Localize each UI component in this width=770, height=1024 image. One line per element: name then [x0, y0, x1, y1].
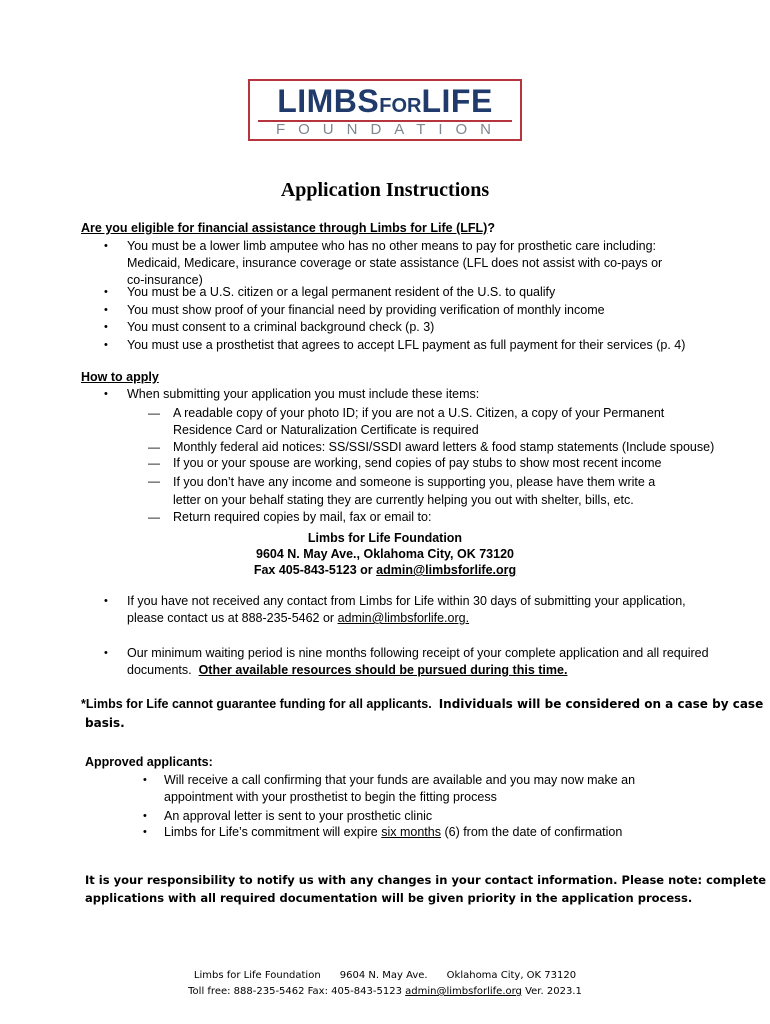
- eligibility-item-4: You must consent to a criminal background check (p. 3): [127, 320, 435, 334]
- dash-marker: —: [148, 440, 160, 454]
- eligibility-heading: Are you eligible for financial assistance through Limbs for Life (LFL)?: [81, 221, 495, 235]
- logo-limbs: LIMBS: [277, 83, 380, 119]
- bullet: •: [104, 388, 108, 400]
- bullet: •: [104, 595, 108, 607]
- how-to-apply-heading: How to apply: [81, 370, 159, 384]
- logo-foundation: FOUNDATION: [275, 121, 505, 138]
- approved-item-2: An approval letter is sent to your prosthetic clinic: [164, 809, 433, 823]
- address-name: Limbs for Life Foundation: [307, 531, 463, 545]
- apply-item-4: If you don’t have any income and someone is supporting you, please have them write a letter on your behalf stating they are currently helping you out with shelter, bills, etc.: [173, 475, 656, 507]
- waiting-period: Our minimum waiting period is nine months following receipt of your complete application and all required documents. Other available resources should be pursued during this time.: [127, 646, 709, 677]
- footer-street: 9604 N. May Ave.: [339, 970, 428, 981]
- eligibility-item-2: You must be a U.S. citizen or a legal permanent resident of the U.S. to qualify: [127, 285, 556, 299]
- eligibility-item-3: You must show proof of your financial need by providing verification of monthly income: [127, 303, 605, 317]
- approved-heading: Approved applicants:: [85, 755, 213, 769]
- disclaimer: *Limbs for Life cannot guarantee funding for all applicants. Individuals will be considered on a case by case: [81, 697, 764, 711]
- logo-life: LIFE: [421, 83, 493, 119]
- bullet: •: [104, 321, 108, 333]
- eligibility-item-1: You must be a lower limb amputee who has no other means to pay for prosthetic care including: Medicaid, Medicare, insurance coverage or state assistance (LFL does not assist with co-pays or co-insurance): [127, 239, 663, 287]
- apply-item-2: Monthly federal aid notices: SS/SSI/SSDI award letters & food stamp statements (Include spouse): [173, 440, 715, 454]
- apply-item-3: If you or your spouse are working, send copies of pay stubs to show most recent income: [173, 456, 662, 470]
- bullet: •: [104, 304, 108, 316]
- apply-item-1: A readable copy of your photo ID; if you are not a U.S. Citizen, a copy of your Permanent Residence Card or Naturalization Certificate is required: [173, 406, 665, 437]
- footer-address-line: [0, 968, 770, 984]
- address-street: 9604 N. May Ave., Oklahoma City, OK 73120: [256, 547, 514, 561]
- eligibility-item-5: You must use a prosthetist that agrees to accept LFL payment as full payment for their services (p. 4): [127, 338, 686, 352]
- dash-marker: —: [148, 456, 160, 470]
- footer-email-link[interactable]: admin@limbsforlife.org: [405, 986, 522, 997]
- page-title: Application Instructions: [280, 179, 490, 201]
- how-to-apply-intro: When submitting your application you must include these items:: [127, 387, 480, 401]
- footer-city: Oklahoma City, OK 73120: [446, 970, 577, 981]
- dash-marker: —: [148, 406, 160, 420]
- address-email-link[interactable]: admin@limbsforlife.org: [376, 563, 517, 577]
- address-fax: Fax 405-843-5123 or: [253, 563, 373, 577]
- foundation-logo: [248, 79, 522, 141]
- bullet: •: [104, 286, 108, 298]
- dash-marker: —: [148, 510, 160, 524]
- footer-phones: Toll free: 888-235-5462 Fax: 405-843-5123: [188, 986, 402, 997]
- footer-version: Ver. 2023.1: [525, 986, 582, 997]
- footer-contact-line: [0, 984, 770, 1000]
- bullet: •: [143, 774, 147, 786]
- bullet: •: [104, 240, 108, 252]
- bullet: •: [104, 339, 108, 351]
- bullet: •: [143, 826, 147, 838]
- footer-org: Limbs for Life Foundation: [193, 970, 321, 981]
- logo-wordmark: [250, 84, 520, 123]
- contact-note: If you have not received any contact from Limbs for Life within 30 days of submitting your application, please contact us at 888-235-5462 or admin@limbsforlife.org.: [127, 594, 686, 625]
- dash-marker: —: [148, 474, 160, 488]
- responsibility-note: It is your responsibility to notify us with any changes in your contact information. Please note: complete applications with all required documentation will be given priority in the application process.: [85, 873, 767, 905]
- address-fax-line: [0, 562, 770, 579]
- bullet: •: [104, 647, 108, 659]
- contact-email-link[interactable]: admin@limbsforlife.org.: [337, 611, 470, 625]
- logo-for: FOR: [379, 95, 422, 117]
- bullet: •: [143, 810, 147, 822]
- apply-item-5: Return required copies by mail, fax or email to:: [173, 510, 432, 524]
- disclaimer-continued: basis.: [85, 716, 125, 730]
- approved-item-3: Limbs for Life’s commitment will expire six months (6) from the date of confirmation: [164, 825, 623, 839]
- approved-item-1: Will receive a call confirming that your funds are available and you may now make an appointment with your prosthetist to begin the fitting process: [164, 773, 636, 804]
